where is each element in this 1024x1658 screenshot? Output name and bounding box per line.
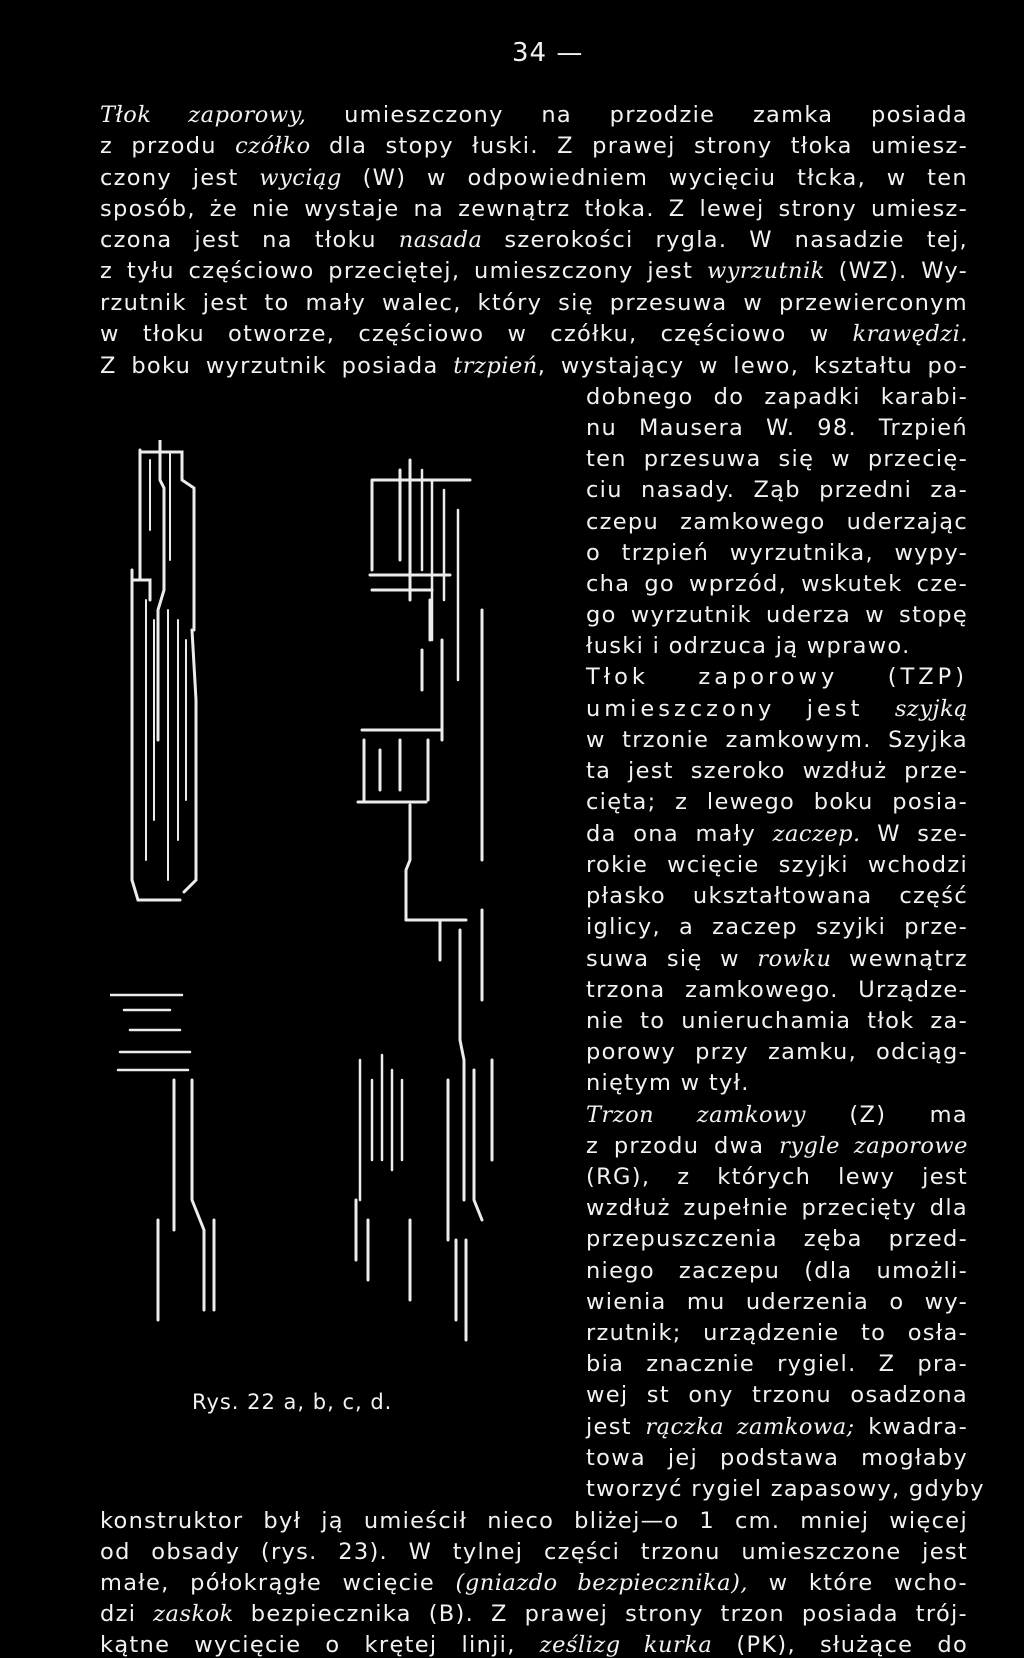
text-line bbox=[586, 1197, 968, 1220]
text-segment: , wystający w lewo, kształtu po- bbox=[537, 353, 968, 379]
text-segment: małe, półokrągłe wcięcie bbox=[100, 1570, 456, 1596]
text-line bbox=[586, 1166, 968, 1189]
text-segment: umieszczony jest bbox=[586, 696, 895, 722]
text-line bbox=[586, 698, 968, 721]
fig-d-lower bbox=[360, 1055, 402, 1200]
text-segment: niego zaczepu (dla umożli- bbox=[586, 1258, 968, 1284]
text-segment: czona jest na tłoku bbox=[100, 227, 399, 253]
text-segment: czepu zamkowego uderzając bbox=[586, 509, 968, 535]
italic-term: wyciąg bbox=[259, 165, 342, 191]
text-line bbox=[100, 1572, 968, 1595]
text-segment: towa jej podstawa mogłaby bbox=[586, 1445, 968, 1471]
text-line bbox=[586, 1010, 968, 1033]
italic-term: (gniazdo bezpiecznika), bbox=[455, 1570, 749, 1596]
text-segment: Z boku wyrzutnik posiada bbox=[100, 353, 454, 379]
text-segment: wienia mu uderzenia o wy- bbox=[586, 1289, 968, 1315]
text-segment: przepuszczenia zęba przed- bbox=[586, 1226, 968, 1252]
italic-term: krawędzi. bbox=[852, 321, 968, 347]
text-line bbox=[586, 1228, 968, 1251]
italic-term: ześlizg kurka bbox=[539, 1632, 713, 1658]
text-line bbox=[586, 1260, 968, 1283]
fig-b-left bbox=[158, 1080, 174, 1320]
fig-d-band bbox=[358, 802, 426, 920]
fig-d-top bbox=[362, 730, 442, 800]
text-line bbox=[586, 604, 968, 627]
text-line bbox=[100, 229, 968, 252]
text-line bbox=[586, 479, 968, 502]
italic-term: wyrzutnik bbox=[706, 258, 825, 284]
italic-term: rygle zaporowe bbox=[779, 1133, 968, 1159]
text-segment: kwadra- bbox=[854, 1414, 968, 1440]
text-segment: niętym w tył. bbox=[586, 1070, 750, 1096]
text-segment: (WZ). Wy- bbox=[824, 258, 968, 284]
text-segment: bia znacznie rygiel. Z pra- bbox=[586, 1351, 968, 1377]
text-segment: rzutnik; urządzenie to osła- bbox=[586, 1320, 968, 1346]
text-line bbox=[100, 135, 968, 158]
text-line bbox=[586, 1322, 968, 1345]
text-line bbox=[586, 417, 968, 440]
text-line bbox=[586, 1072, 968, 1095]
italic-term: szyjką bbox=[894, 696, 968, 722]
text-line bbox=[100, 1634, 968, 1657]
text-line bbox=[586, 1447, 968, 1470]
text-segment: dla stopy łuski. Z prawej strony tłoka umiesz- bbox=[310, 133, 968, 159]
text-segment: W sze- bbox=[860, 821, 968, 847]
text-line bbox=[586, 666, 968, 689]
fig-d-mid bbox=[406, 910, 482, 1200]
text-line bbox=[100, 1510, 968, 1533]
fig-b-top-lines bbox=[110, 995, 190, 1070]
text-line bbox=[586, 1104, 968, 1127]
text-line bbox=[586, 760, 968, 783]
text-line bbox=[586, 542, 968, 565]
text-segment: kątne wycięcie o krętej linji, bbox=[100, 1632, 540, 1658]
text-line bbox=[100, 104, 968, 127]
text-segment: wej st ony trzonu osadzona bbox=[586, 1382, 968, 1408]
fig-a-body-left bbox=[132, 570, 150, 880]
text-segment: dzi bbox=[100, 1601, 154, 1627]
text-segment: rzutnik jest to mały walec, który się przesuwa w przewierconym bbox=[100, 290, 968, 316]
text-segment: ten przesuwa się w przecię- bbox=[586, 446, 968, 472]
text-line bbox=[586, 823, 968, 846]
text-segment: z tyłu częściowo przeciętej, umieszczony jest bbox=[100, 258, 707, 284]
text-line bbox=[586, 916, 968, 939]
fig-a-outer-right bbox=[158, 440, 164, 740]
fig-a-top bbox=[140, 452, 194, 630]
text-segment: jest bbox=[586, 1414, 646, 1440]
italic-term: czółko bbox=[235, 133, 311, 159]
text-segment: tworzyć rygiel zapasowy, gdyby bbox=[586, 1476, 985, 1502]
text-line bbox=[586, 854, 968, 877]
text-segment: w trzonie zamkowym. Szyjka bbox=[586, 727, 968, 753]
text-segment: łuski i odrzuca ją wprawo. bbox=[586, 633, 911, 659]
text-line bbox=[100, 292, 968, 315]
text-line bbox=[100, 1603, 968, 1626]
text-line bbox=[586, 791, 968, 814]
text-line bbox=[100, 260, 968, 283]
text-line bbox=[586, 1476, 985, 1502]
text-line bbox=[586, 1416, 968, 1439]
figure-caption: Rys. 22 a, b, c, d. bbox=[192, 1390, 393, 1414]
text-line bbox=[586, 1384, 968, 1407]
text-segment: w które wcho- bbox=[748, 1570, 968, 1596]
text-line bbox=[586, 1291, 968, 1314]
text-segment: ciu nasady. Ząb przedni za- bbox=[586, 477, 968, 503]
text-segment: wewnątrz bbox=[831, 946, 968, 972]
text-line bbox=[586, 511, 968, 534]
text-segment: czony jest bbox=[100, 165, 260, 191]
text-segment: bezpiecznika (B). Z prawej strony trzon posiada trój- bbox=[233, 1601, 968, 1627]
text-line bbox=[586, 729, 968, 752]
text-segment: da ona mały bbox=[586, 821, 773, 847]
text-line bbox=[100, 323, 968, 346]
text-segment: konstruktor był ją umieścił nieco bliżej—o 1 cm. mniej więcej bbox=[100, 1508, 968, 1534]
italic-term: rączka zamkowa; bbox=[645, 1414, 855, 1440]
fig-c-stem bbox=[422, 610, 482, 860]
fig-a-body-lines bbox=[146, 600, 186, 880]
italic-term: zaczep. bbox=[772, 821, 861, 847]
text-segment: cha go wprzód, wskutek cze- bbox=[586, 571, 968, 597]
text-line bbox=[100, 167, 968, 190]
text-segment: sposób, że nie wystaje na zewnątrz tłoka. Z lewej strony umiesz- bbox=[100, 196, 968, 222]
italic-term: rowku bbox=[757, 946, 832, 972]
text-line bbox=[586, 635, 968, 658]
text-segment: w tłoku otworze, częściowo w czółku, częściowo w bbox=[100, 321, 853, 347]
text-segment: z przodu dwa bbox=[586, 1133, 780, 1159]
italic-term: Tłok zaporowy, bbox=[100, 102, 307, 128]
text-segment: z przodu bbox=[100, 133, 236, 159]
text-segment: o trzpień wyrzutnika, wypy- bbox=[586, 540, 968, 566]
text-line bbox=[100, 1541, 968, 1564]
fig-a-foot bbox=[132, 880, 180, 900]
text-segment: (Z) ma bbox=[806, 1102, 968, 1128]
text-segment: suwa się w bbox=[586, 946, 758, 972]
italic-term: nasada bbox=[398, 227, 483, 253]
text-line bbox=[100, 198, 968, 221]
text-segment: cięta; z lewego boku posia- bbox=[586, 789, 968, 815]
text-segment: go wyrzutnik uderza w stopę bbox=[586, 602, 968, 628]
italic-term: trzpień bbox=[453, 353, 538, 379]
text-segment: wzdłuż zupełnie przecięty dla bbox=[586, 1195, 968, 1221]
text-line bbox=[586, 1135, 968, 1158]
text-line bbox=[586, 979, 968, 1002]
fig-d-right bbox=[448, 1060, 492, 1240]
text-segment: umieszczony na przodzie zamka posiada bbox=[306, 102, 968, 128]
text-line bbox=[100, 355, 968, 378]
italic-term: zaskok bbox=[153, 1601, 234, 1627]
italic-term: Trzon zamkowy bbox=[586, 1102, 807, 1128]
text-segment: nu Mausera W. 98. Trzpień bbox=[586, 415, 968, 441]
text-segment: iglicy, a zaczep szyjki prze- bbox=[586, 914, 968, 940]
text-line bbox=[586, 573, 968, 596]
text-segment: nie to unieruchamia tłok za- bbox=[586, 1008, 968, 1034]
text-line bbox=[586, 1041, 968, 1064]
text-segment: od obsady (rys. 23). W tylnej części trzonu umieszczone jest bbox=[100, 1539, 968, 1565]
text-line bbox=[586, 386, 968, 409]
text-segment: rokie wcięcie szyjki wchodzi bbox=[586, 852, 968, 878]
text-segment: ta jest szeroko wzdłuż prze- bbox=[586, 758, 968, 784]
text-line bbox=[586, 885, 968, 908]
text-segment: (PK), służące do bbox=[712, 1632, 969, 1658]
text-segment: dobnego do zapadki karabi- bbox=[586, 384, 968, 410]
fig-b-right bbox=[192, 1080, 214, 1310]
text-line bbox=[586, 1353, 968, 1376]
text-segment: trzona zamkowego. Urządze- bbox=[586, 977, 968, 1003]
page-number: 34 — bbox=[512, 38, 584, 68]
text-segment: (W) w odpowiedniem wycięciu tłcka, w ten bbox=[341, 165, 968, 191]
text-segment: Tłok zaporowy (TZP) bbox=[586, 664, 968, 690]
text-line bbox=[586, 948, 968, 971]
text-segment: (RG), z których lewy jest bbox=[586, 1164, 968, 1190]
figure-bolt-drawing bbox=[110, 440, 530, 1370]
text-segment: płasko ukształtowana część bbox=[586, 883, 968, 909]
text-segment: porowy przy zamku, odciąg- bbox=[586, 1039, 968, 1065]
text-segment: szerokości rygla. W nasadzie tej, bbox=[482, 227, 969, 253]
text-line bbox=[586, 448, 968, 471]
